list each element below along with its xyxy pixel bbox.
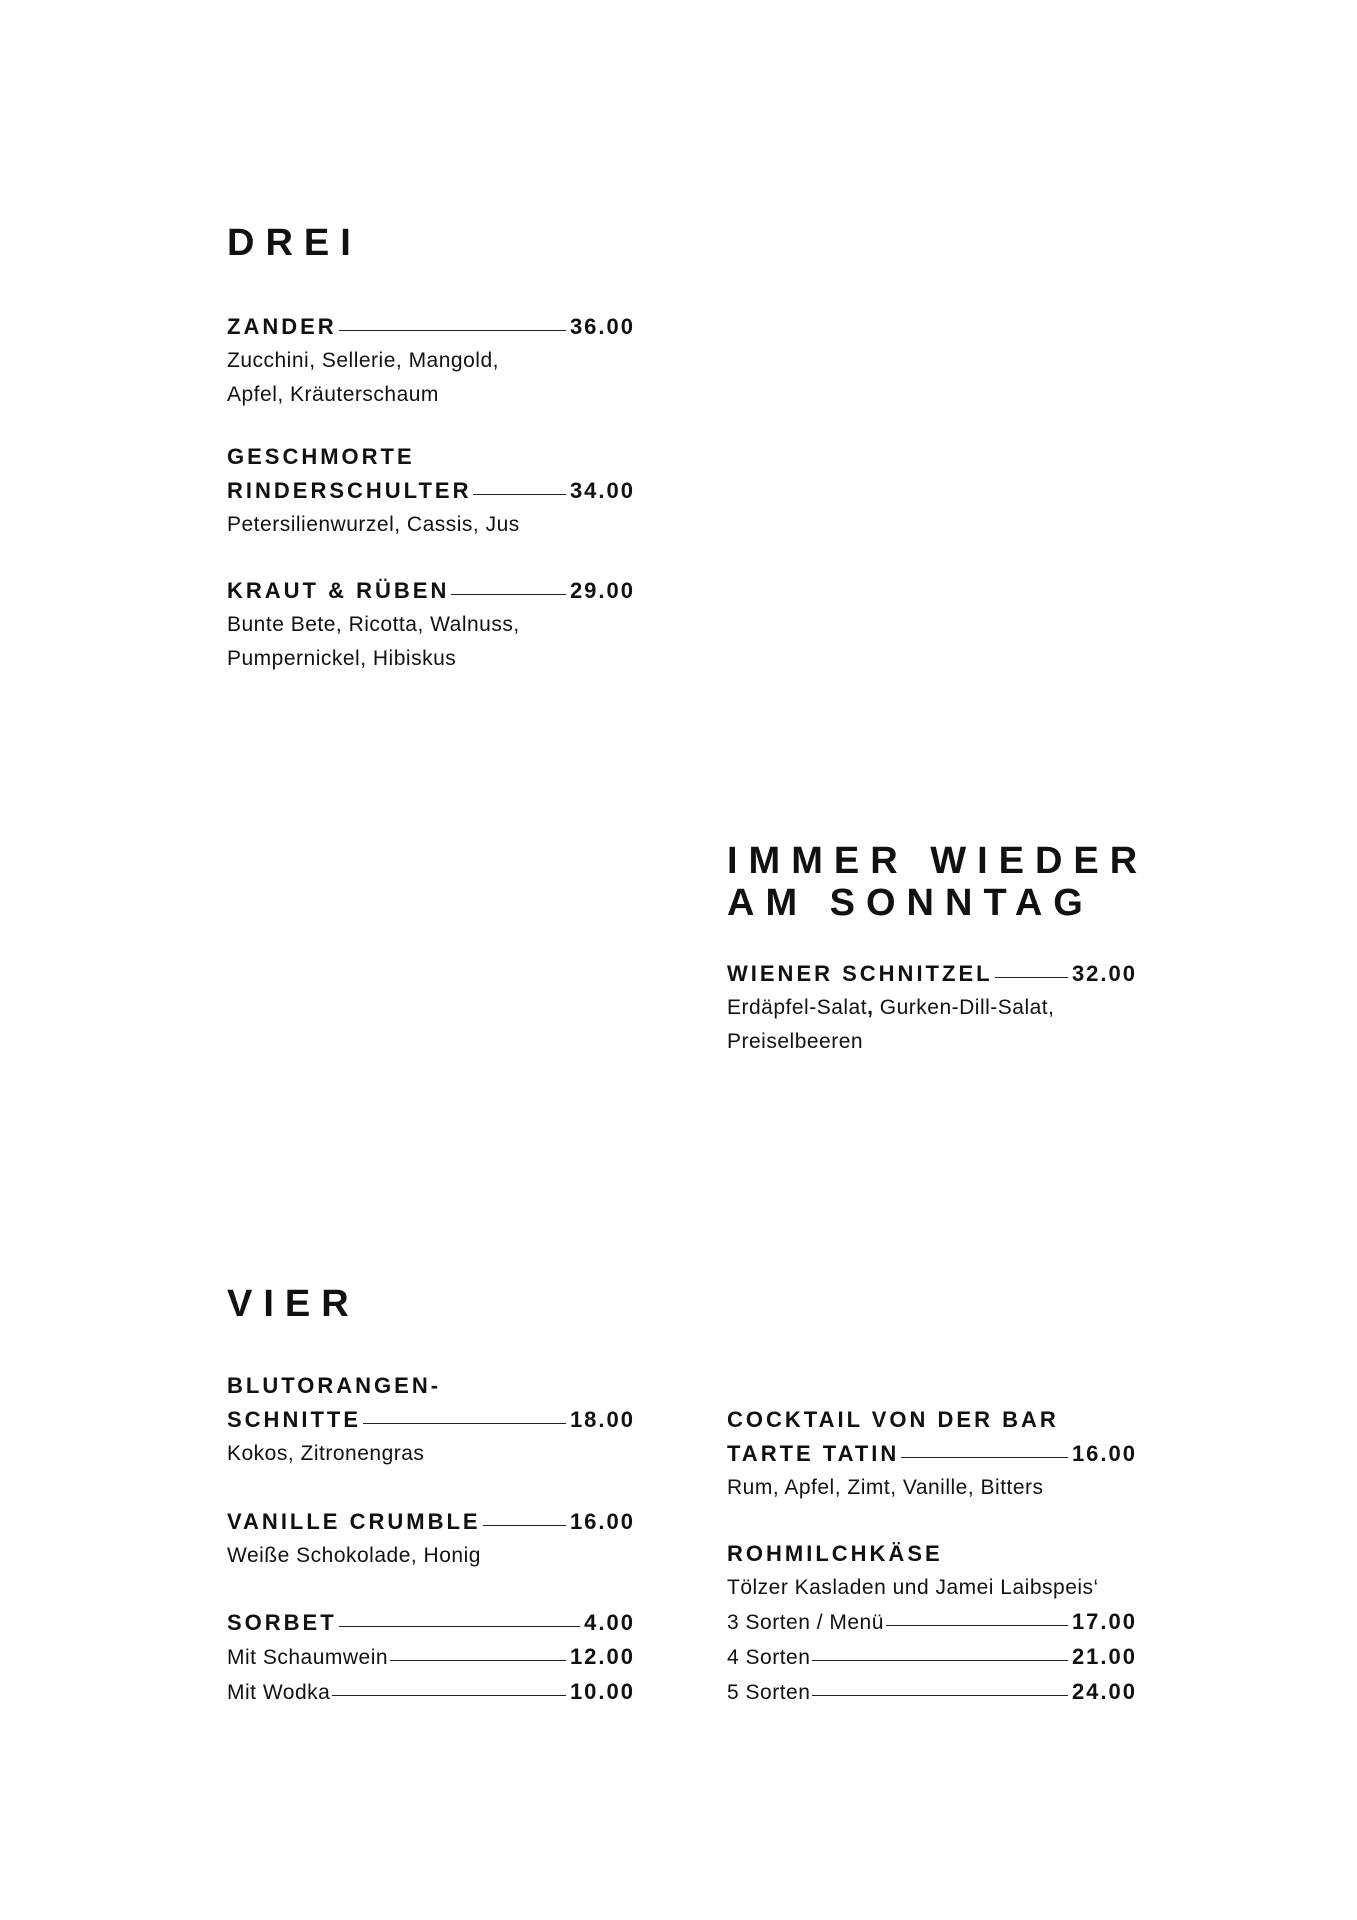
menu-item-header [727,957,1137,991]
price-leader [483,1525,566,1526]
price-leader [901,1457,1068,1458]
menu-item-description: Pumpernickel, Hibiskus [227,647,457,670]
price-leader [886,1625,1068,1626]
menu-item-description: Preiselbeeren [727,1030,864,1053]
menu-item-kraut-rueben [227,574,635,676]
menu-item-name: GESCHMORTE [227,444,415,469]
price-leader [812,1660,1068,1661]
option-price: 10.00 [569,1679,635,1704]
menu-item-name: KRAUT & RÜBEN [227,578,450,603]
menu-item-description: Bunte Bete, Ricotta, Walnuss, [227,613,520,636]
section-title-drei: DREI [227,222,362,264]
menu-item-zander [227,310,635,412]
menu-item-name: VANILLE CRUMBLE [227,1509,481,1534]
price-leader [451,594,566,595]
menu-item-price: 16.00 [569,1509,635,1534]
menu-item-header [227,310,635,344]
menu-item-description: Zucchini, Sellerie, Mangold, [227,349,499,372]
menu-item-option [227,1675,635,1710]
price-leader [339,330,566,331]
option-price: 17.00 [1071,1609,1137,1634]
menu-item-option [727,1640,1137,1675]
description-part: Gurken-Dill-Salat, [873,996,1055,1019]
option-price: 12.00 [569,1644,635,1669]
menu-item-rinderschulter [227,440,635,542]
option-label: 3 Sorten / Menü [727,1611,884,1634]
option-label: 4 Sorten [727,1646,811,1669]
menu-item-price: 16.00 [1071,1441,1137,1466]
description-separator: , [867,996,874,1019]
option-label: Mit Schaumwein [227,1646,389,1669]
menu-item-price: 32.00 [1071,961,1137,986]
menu-item-header [227,1403,635,1437]
menu-item-description: Tölzer Kasladen und Jamei Laibspeis‘ [727,1576,1099,1599]
price-leader [363,1423,566,1424]
price-leader [390,1660,566,1661]
menu-item-description [727,991,1137,1025]
option-label: 5 Sorten [727,1681,811,1704]
section-title-sonntag: AM SONNTAG [727,882,1094,924]
menu-item-price: 36.00 [569,314,635,339]
menu-item-header [227,574,635,608]
menu-item-description: Rum, Apfel, Zimt, Vanille, Bitters [727,1476,1044,1499]
menu-item-header [227,1505,635,1539]
option-price: 21.00 [1071,1644,1137,1669]
section-title-sonntag: IMMER WIEDER [727,840,1149,882]
section-title-vier: VIER [227,1283,360,1325]
price-leader [473,494,565,495]
option-price: 24.00 [1071,1679,1137,1704]
menu-item-name: ZANDER [227,314,337,339]
menu-item-rohmilchkaese [727,1537,1137,1710]
menu-item-name: SCHNITTE [227,1407,361,1432]
description-part: Erdäpfel-Salat [727,996,868,1019]
menu-item-wiener-schnitzel [727,957,1137,1059]
menu-item-tarte-tatin [727,1403,1137,1505]
menu-item-header [727,1437,1137,1471]
menu-item-price: 29.00 [569,578,635,603]
menu-item-option [727,1605,1137,1640]
menu-item-sorbet [227,1606,635,1710]
option-label: Mit Wodka [227,1681,331,1704]
menu-item-name: SORBET [227,1610,337,1635]
price-leader [332,1695,566,1696]
menu-item-vanille-crumble [227,1505,635,1573]
price-leader [812,1695,1068,1696]
menu-item-description: Petersilienwurzel, Cassis, Jus [227,513,520,536]
menu-item-option [727,1675,1137,1710]
menu-item-name: ROHMILCHKÄSE [727,1541,943,1566]
menu-item-description: Apfel, Kräuterschaum [227,383,439,406]
menu-item-name: COCKTAIL VON DER BAR [727,1407,1059,1432]
menu-item-price: 18.00 [569,1407,635,1432]
menu-item-price: 34.00 [569,478,635,503]
menu-item-option [227,1640,635,1675]
menu-item-name: RINDERSCHULTER [227,478,472,503]
menu-item-name: BLUTORANGEN- [227,1373,442,1398]
menu-item-name: TARTE TATIN [727,1441,900,1466]
menu-item-name: WIENER SCHNITZEL [727,961,993,986]
menu-item-description: Weiße Schokolade, Honig [227,1544,481,1567]
price-leader [339,1626,580,1627]
menu-item-header [227,474,635,508]
menu-item-price: 4.00 [584,1610,635,1635]
menu-item-header [227,1606,635,1640]
price-leader [995,977,1068,978]
menu-item-description: Kokos, Zitronengras [227,1442,425,1465]
menu-item-blutorangen-schnitte [227,1369,635,1471]
